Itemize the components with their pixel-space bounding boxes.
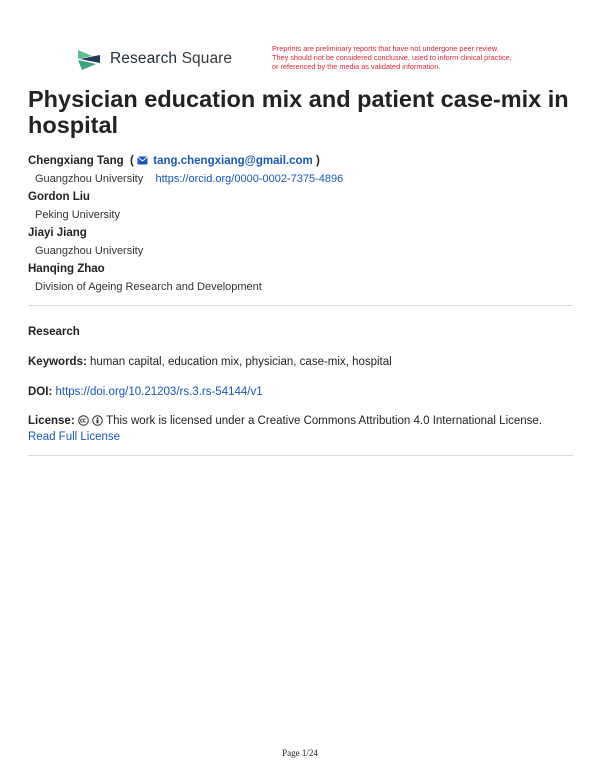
article-type: Research (28, 326, 80, 338)
license-text: This work is licensed under a Creative Commons Attribution 4.0 International License. (106, 415, 543, 427)
attribution-icon (92, 415, 103, 426)
license-row (28, 413, 573, 445)
disclaimer-line: Preprints are preliminary reports that have not undergone peer review. (272, 44, 499, 53)
author-affiliation (28, 170, 573, 188)
preprint-disclaimer (272, 44, 542, 71)
paper-title: Physician education mix and patient case-mix in hospital (28, 86, 569, 138)
author-name: Chengxiang Tang (28, 155, 124, 167)
disclaimer-line: They should not be considered conclusive, used to inform clinical practice, (272, 53, 512, 62)
author-email-link[interactable]: tang.chengxiang@gmail.com (153, 155, 313, 167)
doi-link[interactable]: https://doi.org/10.21203/rs.3.rs-54144/v1 (55, 386, 263, 398)
author-affiliation: Guangzhou University (35, 245, 144, 257)
author-affiliation: Division of Ageing Research and Development (35, 281, 262, 293)
envelope-icon (137, 156, 148, 165)
author-name: Gordon Liu (28, 191, 90, 203)
logo-text: Research Square (110, 50, 233, 67)
doi-label: DOI: (28, 386, 53, 398)
keywords-value: human capital, education mix, physician, case-mix, hospital (90, 356, 392, 368)
email-paren-close: ) (315, 155, 320, 167)
email-paren-open: ( (126, 155, 134, 167)
research-square-logo[interactable] (74, 46, 232, 72)
affiliation-text: Guangzhou University (35, 173, 144, 185)
divider (28, 455, 573, 456)
keywords-label: Keywords: (28, 356, 87, 368)
disclaimer-line: or referenced by the media as validated information. (272, 62, 441, 71)
author-entry (28, 152, 573, 170)
orcid-link[interactable]: https://orcid.org/0000-0002-7375-4896 (155, 173, 344, 185)
author-name: Jiayi Jiang (28, 227, 87, 239)
doi-row (28, 384, 573, 400)
divider (28, 305, 573, 306)
page-number: Page 1/24 (282, 748, 318, 758)
author-list (28, 152, 573, 296)
creative-commons-icon (78, 415, 89, 426)
author-name: Hanqing Zhao (28, 263, 105, 275)
author-affiliation: Peking University (35, 209, 120, 221)
keywords-row (28, 354, 573, 370)
research-square-logo-icon (74, 46, 104, 72)
read-full-license-link[interactable]: Read Full License (28, 431, 121, 443)
license-label: License: (28, 415, 75, 427)
